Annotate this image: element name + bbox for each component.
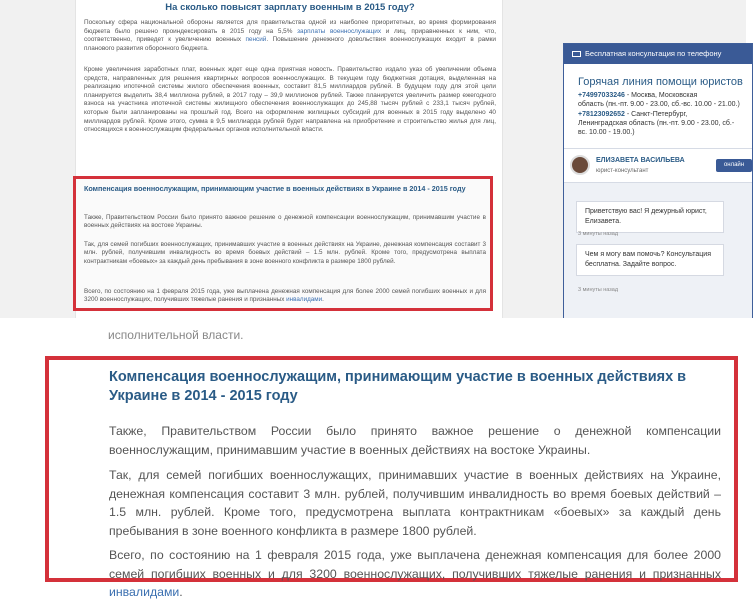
phone-spb[interactable]: +78123092652 [578, 111, 625, 118]
section-paragraph-1: Также, Правительством России было принято важное решение о денежной компенсации военнослужащим, принимавшим участие в военных действиях на востоке Украины. [109, 424, 721, 457]
section-paragraph-2: Так, для семей погибших военнослужащих, принимавших участие в военных действиях на Украине, денежная компенсация составит 3 млн. рублей, получившим инвалидность во время боевых действий – 1.5 млн. рублей. Кроме того, предусмотрена выплата контрактникам «боевых» за каждый день пребывания в зоне военного конфликта в размере 1800 рублей. [109, 468, 721, 538]
cut-off-text: исполнительной власти. [108, 328, 244, 342]
disabled-link-small[interactable]: инвалидами [286, 296, 323, 304]
section-paragraph-small-2: Так, для семей погибших военнослужащих, принимавших участие в военных действиях на Украине, денежная компенсация составит 3 млн. рублей, получившим инвалидность во время боевых действий – 1.5 млн. рублей. Кроме того, предусмотрена выплата контрактникам «боевых» за каждый день пребывания в зоне военного конфликта в размере 1800 рублей. [84, 241, 486, 265]
article-paragraph-1: Поскольку сфера национальной обороны является для правительства одной из наиболее приоритетных, во время формирования бюджета было решено проиндексировать в 2015 году на 5,5% зарплаты военнослужащих и лиц, приравненных к ним, что, соответственно, приведет к увеличению военных пенсий. Повышение денежного довольствия военнослужащих входит в рамки планового развития оборонного бюджета. [84, 19, 496, 52]
hotline-spb-hours: вс. 10.00 - 19.00.) [578, 129, 635, 136]
chat-panel [564, 148, 752, 318]
salary-link[interactable]: зарплаты военнослужащих [297, 27, 382, 35]
section-paragraph-small-1: Также, Правительством России было принято важное решение о денежной компенсации военнослужащим, принимавшим участие в военных действиях на востоке Украины. [84, 214, 486, 230]
section-heading: Компенсация военнослужащим, принимающим участие в военных действиях в Украине в 2014 - 2015 году [109, 369, 687, 404]
hotline-title: Горячая линия помощи юристов [578, 76, 743, 88]
disabled-link[interactable]: инвалидами [109, 585, 180, 599]
hotline-spb: +78123092652 - Санкт-Петербург, [578, 111, 688, 118]
phone-moscow[interactable]: +74997033246 [578, 92, 625, 99]
article-heading: На сколько повысят зарплату военным в 2015 году? [165, 2, 415, 13]
section-heading-small: Компенсация военнослужащим, принимающим участие в военных действиях в Украине в 2014 - 2015 году [84, 184, 466, 193]
chat-time-1: 3 минуты назад [578, 231, 619, 237]
article-paragraph-2: Кроме увеличения заработных плат, военных ждет еще одна приятная новость. Правительство издало указ об увеличении объема средств, направленных для решения квартирных вопросов военнослужащих. В текущем году бюджетная дотация, выделенная на реализацию ипотечной системы жилого обеспечения военных, составит 81,5 миллиардов рублей. В будущем году для этой цели планируется выделить 38,4 миллиона рублей, в 2017 году – 39,9 миллионов рублей. Также планируется увеличить размер ежегодного взноса на участника ипотечной системы жилищного обеспечения военнослужащих до 245,88 тысяч рублей с 233,1 тысяч рублей, которые были запланированы на прошлый год. Всего на оформление жилищных субсидий для военных в 2015 году выделено 40 миллиардов рублей. Кроме этого, сумма в 9,5 миллиарда рублей будет направлена на приобретение и строительство жилья для лиц, относящихся к военнослужащим федеральных органов исполнительной власти. [84, 66, 496, 134]
highlighted-section-small [73, 176, 493, 311]
chat-time-2: 3 минуты назад [578, 287, 619, 293]
agent-role: юрист-консультант [596, 168, 649, 174]
section-paragraph-3: Всего, по состоянию на 1 февраля 2015 года, уже выплачена денежная компенсация для более 2000 семей погибших военных и для 3200 военнослужащих, получивших тяжелые ранения и признанных инвалидами. [109, 548, 721, 599]
avatar [570, 155, 590, 175]
pensions-link[interactable]: пенсий [245, 36, 267, 44]
hotline-moscow-hours: область (пн.-пт. 9.00 - 23.00, сб.-вс. 10.00 - 21.00.) [578, 101, 740, 108]
chat-message-2: Чем я могу вам помочь? Консультация бесплатна. Задайте вопрос. [576, 244, 724, 276]
hotline-spb-region: Ленинградская область (пн.-пт. 9.00 - 23.00, сб.- [578, 120, 735, 127]
section-paragraph-small-3: Всего, по состоянию на 1 февраля 2015 года, уже выплачена денежная компенсация для более 2000 семей погибших военных и для 3200 военнослужащих, получивших тяжелые ранения и признанных инвалидами. [84, 288, 486, 304]
consultation-widget [563, 43, 753, 318]
agent-row [564, 149, 752, 183]
highlighted-section-large [45, 356, 738, 599]
envelope-icon [572, 51, 581, 57]
consultation-header[interactable]: Бесплатная консультация по телефону [564, 44, 752, 64]
chat-message-1: Приветствую вас! Я дежурный юрист, Елизавета. [576, 201, 724, 233]
hotline-moscow: +74997033246 - Москва, Московская [578, 92, 698, 99]
online-badge: онлайн [716, 159, 752, 172]
agent-name: ЕЛИЗАВЕТА ВАСИЛЬЕВА [596, 157, 685, 164]
